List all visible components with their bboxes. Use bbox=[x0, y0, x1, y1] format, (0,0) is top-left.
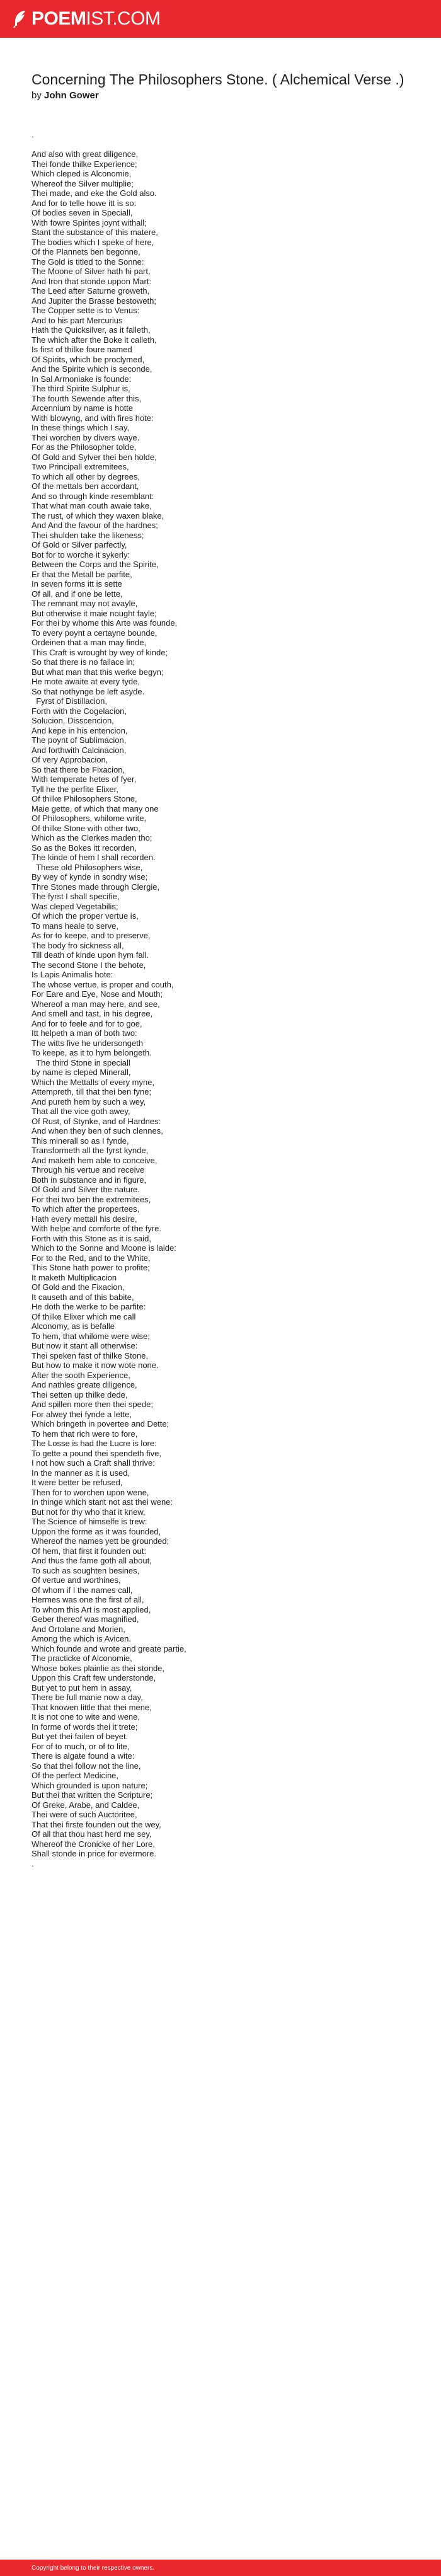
poem-line: Whereof the Cronicke of her Lore, bbox=[32, 1839, 155, 1849]
poem-line: The rust, of which they waxen blake, bbox=[32, 510, 164, 520]
poem-line: So that nothynge be left asyde. bbox=[32, 686, 145, 696]
poem-line: But yet to put hem in assay, bbox=[32, 1682, 132, 1693]
poem-line: In thinge which stant not ast thei wene: bbox=[32, 1497, 173, 1507]
poem-line: This minerall so as I fynde, bbox=[32, 1136, 129, 1146]
poem-line: And also with great diligence, bbox=[32, 149, 139, 159]
poem-line: Solucion, Disscencion, bbox=[32, 716, 114, 725]
poem-line: There is algate found a wite: bbox=[32, 1751, 135, 1761]
poem-line: It maketh Multiplicacion bbox=[32, 1272, 117, 1282]
poem-line: For Eare and Eye, Nose and Mouth; bbox=[32, 989, 163, 999]
poem-line: And Jupiter the Brasse bestoweth; bbox=[32, 296, 157, 306]
poem-line: Transformeth all the fyrst kynde, bbox=[32, 1146, 149, 1155]
poem-line: Of the perfect Medicine, bbox=[32, 1771, 119, 1780]
poem-line: In the manner as it is used, bbox=[32, 1468, 130, 1478]
poem-line: Of Gold and Silver the nature. bbox=[32, 1185, 140, 1194]
poem-line: Hath the Quicksilver, as it falleth, bbox=[32, 325, 151, 335]
poem-line: Through his vertue and receive bbox=[32, 1165, 145, 1175]
by-prefix: by bbox=[32, 90, 42, 101]
poem-line: Till death of kinde upon hym fall. bbox=[32, 950, 149, 960]
poem-line: It were better be refused, bbox=[32, 1478, 123, 1487]
poem-line: Of Gold and Sylver thei ben holde, bbox=[32, 452, 157, 462]
poem-line: Geber thereof was magnified, bbox=[32, 1614, 139, 1624]
poem-line: But now it stant all otherwise: bbox=[32, 1341, 138, 1350]
poem-line: Between the Corps and the Spirite, bbox=[32, 560, 159, 569]
poem-line: Of all that thou hast herd me sey, bbox=[32, 1829, 152, 1839]
poem-line: The body fro sickness all, bbox=[32, 940, 124, 950]
poem-line: And Ortolane and Morien, bbox=[32, 1624, 125, 1634]
poem-line: And nathles greate diligence, bbox=[32, 1380, 137, 1389]
poem-line: With temperate hetes of fyer, bbox=[32, 774, 137, 784]
poem-line: The Copper sette is to Venus: bbox=[32, 306, 140, 315]
poem-line: And pureth hem by such a wey, bbox=[32, 1096, 146, 1107]
poem-line: Thei made, and eke the Gold also. bbox=[32, 188, 157, 198]
poem-line: The Losse is had the Lucre is lore: bbox=[32, 1439, 157, 1448]
poem-line: Forth with the Cogelacion, bbox=[32, 706, 127, 716]
poem-line: But not for thy who that it knew, bbox=[32, 1507, 146, 1517]
poem-line: Of very Approbacion, bbox=[32, 755, 108, 764]
poem-line: Then for to worchen upon wene, bbox=[32, 1487, 149, 1497]
poem-line: The second Stone I the behote, bbox=[32, 960, 146, 970]
poem-line: Forth with this Stone as it is said, bbox=[32, 1233, 152, 1243]
poem-line: But otherwise it maie nought fayle; bbox=[32, 608, 157, 618]
poem-line: That what man couth awaie take, bbox=[32, 501, 152, 510]
site-logo[interactable] bbox=[11, 0, 161, 38]
poem-line: For to the Red, and to the White, bbox=[32, 1253, 151, 1263]
poem-line: And when they ben of such clennes, bbox=[32, 1126, 163, 1136]
logo-text-bold: POEM bbox=[32, 8, 86, 29]
poem-line: Arcennium by name is hotte bbox=[32, 403, 134, 413]
poem-line: And for to telle howe itt is so: bbox=[32, 198, 137, 208]
poem-line: Which grounded is upon nature; bbox=[32, 1780, 148, 1790]
site-header bbox=[0, 0, 441, 38]
poem-line: That knowen little that thei mene, bbox=[32, 1702, 152, 1712]
poem-line: Attempreth, till that thei ben fyne; bbox=[32, 1087, 152, 1096]
poem-line: To keepe, as it to hym belongeth. bbox=[32, 1048, 152, 1057]
poem-line: Of Philosophers, whilome write, bbox=[32, 814, 147, 823]
poem-line: And spillen more then thei spede; bbox=[32, 1400, 153, 1409]
poem-line: This Craft is wrought by wey of kinde; bbox=[32, 647, 168, 657]
poem-line: To mans heale to serve, bbox=[32, 921, 119, 931]
poem-line: Of Gold and the Fixacion, bbox=[32, 1282, 125, 1292]
poem-byline bbox=[32, 89, 410, 102]
poem-line: Of the mettals ben accordant, bbox=[32, 481, 139, 491]
poem-line: In seven forms itt is sette bbox=[32, 579, 122, 589]
poem-line: The fyrst I shall specifie, bbox=[32, 892, 120, 901]
poem-line: Bot for to worche it sykerly: bbox=[32, 549, 130, 560]
poem-line: It is not one to wite and wene, bbox=[32, 1712, 140, 1722]
poem-line: Ordeinen that a man may finde, bbox=[32, 638, 147, 647]
poem-line: Two Principall extremitees, bbox=[32, 462, 129, 471]
poem-line: By wey of kynde in sondry wise; bbox=[32, 872, 148, 882]
poem-line: And to his part Mercurius bbox=[32, 315, 123, 325]
poem-line: To which all other by degrees, bbox=[32, 471, 140, 481]
poem-line: With fowre Spirites joynt withall; bbox=[32, 217, 147, 227]
poem-line: Fyrst of Distillacion, bbox=[32, 696, 107, 706]
poem-line: Thei speken fast of thilke Stone, bbox=[32, 1350, 148, 1360]
poem-line: So that thei follow not the line, bbox=[32, 1761, 141, 1771]
poem-line: And maketh hem able to conceive, bbox=[32, 1155, 158, 1165]
poem-container bbox=[32, 71, 410, 1868]
poem-line: . bbox=[32, 130, 34, 139]
poem-line: Tyll he the perfite Elixer, bbox=[32, 784, 119, 794]
poem-line: Stant the substance of this matere, bbox=[32, 227, 158, 237]
poem-line: Of Gold or Silver parfectly, bbox=[32, 540, 127, 549]
poem-line: Whereof the Silver multiplie; bbox=[32, 178, 134, 188]
poem-line: Which bringeth in povertee and Dette; bbox=[32, 1419, 169, 1429]
poem-line: The Gold is titled to the Sonne: bbox=[32, 256, 144, 267]
poem-line: For of to much, or of to lite, bbox=[32, 1741, 130, 1751]
poem-line: But yet thei failen of beyet. bbox=[32, 1732, 129, 1741]
poem-line: In forme of words thei it trete; bbox=[32, 1722, 138, 1732]
poem-line: Of Rust, of Stynke, and of Hardnes: bbox=[32, 1116, 161, 1126]
author-link[interactable]: John Gower bbox=[44, 90, 99, 101]
poem-line: To which after the propertees, bbox=[32, 1204, 140, 1214]
poem-line: After the sooth Experience, bbox=[32, 1370, 130, 1380]
poem-line: And thus the fame goth all about, bbox=[32, 1556, 152, 1565]
poem-line: The witts five he undersongeth bbox=[32, 1038, 144, 1048]
poem-body bbox=[32, 130, 410, 1868]
poem-line: It causeth and of this babite, bbox=[32, 1292, 134, 1302]
poem-line: Of all, and if one be lette, bbox=[32, 589, 123, 599]
poem-line: Thei worchen by divers waye. bbox=[32, 432, 140, 442]
poem-line: The bodies which I speke of here, bbox=[32, 237, 154, 247]
poem-line: With helpe and comforte of the fyre. bbox=[32, 1224, 161, 1233]
poem-line: Whereof the names yett be grounded; bbox=[32, 1536, 169, 1546]
poem-line: To hem, that whilome were wise; bbox=[32, 1331, 150, 1341]
poem-line: But how to make it now wote none. bbox=[32, 1360, 159, 1370]
poem-line: The whose vertue, is proper and couth, bbox=[32, 979, 174, 989]
poem-line: He doth the werke to be parfite: bbox=[32, 1302, 146, 1311]
poem-line: The Leed after Saturne groweth, bbox=[32, 286, 150, 296]
poem-line: For alwey thei fynde a lette, bbox=[32, 1409, 132, 1419]
poem-line: In these things which I say, bbox=[32, 423, 130, 432]
poem-line: Of thilke Elixer which me call bbox=[32, 1311, 136, 1321]
poem-line: The Moone of Silver hath hi part, bbox=[32, 267, 151, 276]
poem-line: Of bodies seven in Speciall, bbox=[32, 208, 133, 217]
poem-line: To every poynt a certayne bounde, bbox=[32, 628, 158, 638]
poem-line: . bbox=[32, 1858, 34, 1868]
poem-line: So as the Bokes itt recorden, bbox=[32, 842, 137, 853]
poem-line: Of Spirits, which be proclymed, bbox=[32, 354, 145, 364]
poem-line: Of Greke, Arabe, and Caldee, bbox=[32, 1800, 140, 1810]
poem-line: Which cleped is Alconomie, bbox=[32, 169, 132, 178]
poem-line: Alconomy, as is befalle bbox=[32, 1321, 115, 1331]
poem-line: The third Spirite Sulphur is, bbox=[32, 384, 130, 393]
poem-line: Of whom if I the names call, bbox=[32, 1585, 133, 1595]
poem-line: For thei by whome this Arte was founde, bbox=[32, 618, 178, 628]
poem-line: And And the favour of the hardnes; bbox=[32, 520, 158, 530]
poem-line: The remnant may not avayle, bbox=[32, 599, 138, 608]
poem-line: To such as soughten besines, bbox=[32, 1565, 140, 1575]
poem-line: Of vertue and worthines, bbox=[32, 1575, 121, 1585]
poem-line: The kinde of hem I shall recorden. bbox=[32, 853, 156, 862]
poem-line: The fourth Sewende after this, bbox=[32, 393, 142, 403]
poem-line: And so through kinde resemblant: bbox=[32, 491, 154, 501]
poem-line: Hermes was one the first of all, bbox=[32, 1595, 144, 1604]
feather-icon bbox=[11, 9, 28, 28]
poem-line: To hem that rich were to fore, bbox=[32, 1429, 138, 1439]
poem-line: But what man that this werke begyn; bbox=[32, 667, 164, 677]
poem-line: Hath every mettall his desire, bbox=[32, 1214, 137, 1224]
poem-line bbox=[32, 140, 410, 150]
poem-line: Whose bokes plainlie as thei stonde, bbox=[32, 1663, 165, 1673]
poem-line: Which founde and wrote and greate partie, bbox=[32, 1643, 186, 1653]
poem-line: Er that the Metall be parfite, bbox=[32, 569, 132, 579]
poem-line: And kepe in his entencion, bbox=[32, 725, 128, 735]
poem-line: Thei setten up thilke dede, bbox=[32, 1389, 128, 1400]
poem-line: Uppon the forme as it was founded, bbox=[32, 1526, 161, 1536]
poem-title: Concerning The Philosophers Stone. ( Alchemical Verse .) bbox=[32, 71, 404, 88]
poem-line: Thei fonde thilke Experience; bbox=[32, 159, 137, 169]
poem-line: Of which the proper vertue is, bbox=[32, 911, 139, 921]
poem-line: Which to the Sonne and Moone is laide: bbox=[32, 1243, 176, 1253]
poem-line: Thei were of such Auctoritee, bbox=[32, 1810, 137, 1819]
poem-line: Thei shulden take the likeness; bbox=[32, 530, 144, 540]
poem-line: That thei firste founden out the wey, bbox=[32, 1819, 161, 1829]
poem-line: As for to keepe, and to preserve, bbox=[32, 931, 151, 940]
poem-line: To whom this Art is most applied, bbox=[32, 1604, 151, 1614]
poem-line: Shall stonde in price for evermore. bbox=[32, 1849, 156, 1858]
poem-line: Is first of thilke foure named bbox=[32, 345, 132, 354]
poem-line: In Sal Armoniake is founde: bbox=[32, 374, 132, 384]
logo-wordmark bbox=[32, 0, 161, 38]
poem-line: The third Stone in speciall bbox=[32, 1057, 130, 1067]
poem-line: The Science of himselfe is trew: bbox=[32, 1517, 147, 1526]
copyright-text: Copyright belong to their respective owners. bbox=[32, 2564, 155, 2572]
poem-line: Is Lapis Animalis hote: bbox=[32, 970, 113, 979]
poem-line: Thre Stones made through Clergie, bbox=[32, 882, 160, 892]
poem-line: The practicke of Alconomie, bbox=[32, 1653, 132, 1663]
poem-line: For as the Philosopher tolde, bbox=[32, 442, 137, 452]
poem-line: by name is cleped Minerall, bbox=[32, 1067, 131, 1077]
poem-line: Both in substance and in figure, bbox=[32, 1175, 147, 1185]
poem-line: And the Spirite which is seconde, bbox=[32, 364, 152, 374]
poem-line: And smell and tast, in his degree, bbox=[32, 1009, 153, 1018]
poem-line: The which after the Boke it calleth, bbox=[32, 335, 157, 345]
poem-line: Whereof a man may here, and see, bbox=[32, 999, 160, 1009]
poem-line: Of thilke Stone with other two, bbox=[32, 823, 140, 833]
poem-line: That all the vice goth awey, bbox=[32, 1107, 130, 1116]
poem-line: For thei two ben the extremitees, bbox=[32, 1194, 151, 1204]
poem-line: So that there be Fixacion, bbox=[32, 764, 125, 774]
site-footer bbox=[0, 2560, 441, 2576]
poem-line: Which the Mettalls of every myne, bbox=[32, 1077, 155, 1087]
poem-line: Of thilke Philosophers Stone, bbox=[32, 794, 137, 803]
logo-text-light: IST.COM bbox=[86, 8, 161, 29]
poem-line: Uppon this Craft few understonde, bbox=[32, 1673, 156, 1682]
poem-line: Maie gette, of which that many one bbox=[32, 803, 159, 814]
poem-line: Of the Plannets ben begonne, bbox=[32, 247, 140, 256]
poem-line: Itt helpeth a man of both two: bbox=[32, 1028, 137, 1038]
poem-line: Was cleped Vegetabilis; bbox=[32, 901, 118, 911]
poem-line: And for to feele and for to goe, bbox=[32, 1018, 142, 1028]
poem-line: But thei that written the Scripture; bbox=[32, 1790, 153, 1800]
poem-line: Among the which is Avicen. bbox=[32, 1634, 132, 1643]
poem-line: So that there is no fallace in; bbox=[32, 657, 135, 667]
poem-line: Of hem, that first it founden out: bbox=[32, 1546, 147, 1556]
poem-line: And Iron that stonde uppon Mart: bbox=[32, 276, 152, 286]
poem-line: There be full manie now a day, bbox=[32, 1693, 143, 1702]
poem-line: He mote awaite at every tyde, bbox=[32, 677, 140, 686]
poem-line: With blowyng, and with fires hote: bbox=[32, 413, 154, 423]
poem-line: This Stone hath power to profite; bbox=[32, 1263, 150, 1272]
poem-line: And forthwith Calcinacion, bbox=[32, 745, 127, 755]
poem-line: Which as the Clerkes maden tho; bbox=[32, 833, 152, 842]
poem-line: To gette a pound thei spendeth five, bbox=[32, 1448, 161, 1458]
poem-line: The poynt of Sublimacion, bbox=[32, 735, 127, 745]
poem-line: These old Philosophers wise, bbox=[32, 862, 143, 872]
poem-line: I not how such a Craft shall thrive: bbox=[32, 1458, 155, 1468]
